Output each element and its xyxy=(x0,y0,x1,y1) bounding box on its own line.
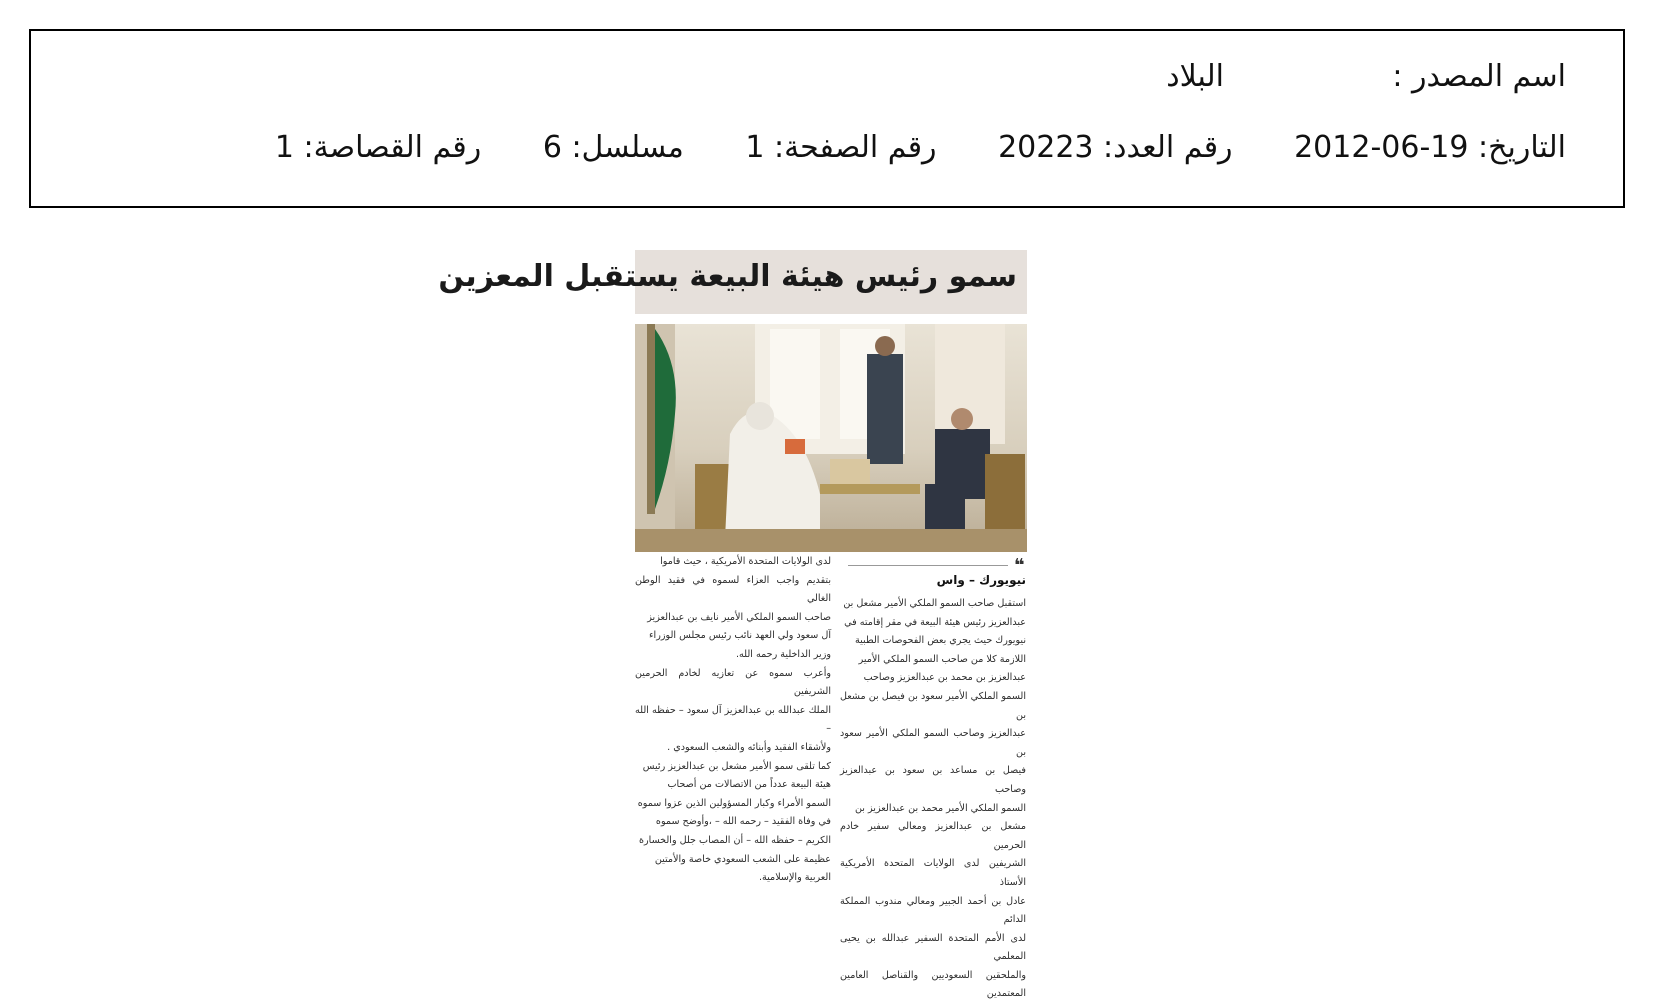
article-column-right: استقبل صاحب السمو الملكي الأمير مشعل بن عبدالعزيز رئيس هيئة البيعة في مقر إقامته في نيويورك حيث يجري بعض الفحوصات الطبية اللازمة كلا من صاحب السمو الملكي الأمير عبدالعزيز بن محمد بن عبدالعزيز وصاحب السمو الملكي الأمير سعود بن فيصل بن مشعل بن عبدالعزيز وصاحب السمو الملكي الأمير سعود بن فيصل بن مساعد بن سعود بن عبدالعزيز وصاحب السمو الملكي الأمير محمد بن عبدالعزيز بن مشعل بن عبدالعزيز ومعالي سفير خادم الحرمين الشريفين لدى الولايات المتحدة الأمريكية الأستاذ عادل بن أحمد الجبير ومعالي مندوب المملكة الدائم لدى الأمم المتحدة السفير عبدالله بن يحيى المعلمي والملحقين السعوديين والقناصل العامين المعتمدين xyxy=(840,598,1026,1000)
source-label: اسم المصدر : xyxy=(1392,59,1566,94)
serial-field: مسلسل: 6 xyxy=(542,130,684,165)
clip-number-field: رقم القصاصة: 1 xyxy=(274,130,482,165)
source-value: البلاد xyxy=(1166,59,1224,94)
issue-number-field: رقم العدد: 20223 xyxy=(998,130,1233,165)
date-field: التاريخ: 19-06-2012 xyxy=(1294,130,1566,165)
article-photo xyxy=(635,324,1027,552)
headline: سمو رئيس هيئة البيعة يستقبل المعزين xyxy=(438,259,1017,294)
newspaper-clipping xyxy=(438,250,1028,1000)
quote-mark-icon: ❝ xyxy=(1014,555,1025,576)
metadata-box xyxy=(29,29,1625,208)
headline-bar xyxy=(438,250,1027,314)
metadata-row xyxy=(274,130,1566,165)
column-rule xyxy=(848,565,1008,566)
dateline: نيويورك – واس xyxy=(936,573,1026,587)
page-number-field: رقم الصفحة: 1 xyxy=(745,130,937,165)
article-column-left: لدى الولايات المتحدة الأمريكية ، حيث قاموا بتقديم واجب العزاء لسموه في فقيد الوطن الغالي صاحب السمو الملكي الأمير نايف بن عبدالعزيز آل سعود ولي العهد نائب رئيس مجلس الوزراء وزير الداخلية رحمه الله. وأعرب سموه عن تعازيه لخادم الحرمين الشريفين الملك عبدالله بن عبدالعزيز آل سعود – حفظه الله – ولأشقاء الفقيد وأبنائه والشعب السعودي . كما تلقى سمو الأمير مشعل بن عبدالعزيز رئيس هيئة البيعة عدداً من الاتصالات من أصحاب السمو الأمراء وكبار المسؤولين الذين عزوا سموه في وفاة الفقيد – رحمه الله – ،وأوضح سموه الكريم – حفظه الله – أن المصاب جلل والخسارة عظيمة على الشعب السعودي خاصة والأمتين العربية والإسلامية. xyxy=(635,556,831,884)
